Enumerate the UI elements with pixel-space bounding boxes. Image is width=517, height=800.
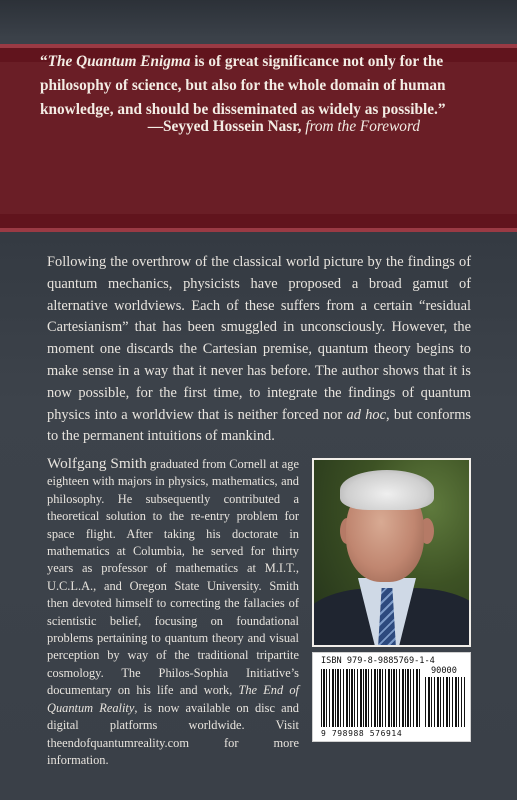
attribution-name: —Seyyed Hossein Nasr, [147, 118, 302, 135]
endorsement-quote [40, 50, 480, 122]
price-code: 90000 [431, 666, 457, 676]
quote-text: is of great significance not only for the philosophy of science, but also for the whole domain of human knowledge, and should be disseminated as widely as possible.” [40, 53, 446, 118]
bio-text: graduated from Cornell at age eighteen with majors in physics, mathematics, and philosophy. He subsequently contributed a theoretical solution to the re-entry problem for space flight. After taking his doctorate in mathematics at Columbia, he served for thirty years as professor of mathematics at M.I.T., U.C.L.A., and Oregon State University. Smith then devoted himself to correcting the fallacies of scientistic belief, focusing on foundational problems pertaining to quantum theory and visual perception by way of the traditional tripartite cosmology. The Philos-Sophia Initiative’s documentary on his life and work, [47, 457, 299, 698]
blurb-text: Following the overthrow of the classical world picture by the findings of quantum mechanics, physicists have proposed a broad gamut of alternative worldviews. Each of these suffers from a certain “residual Cartesianism” that has been smuggled in unconsciously. However, the moment one discards the Cartesian premise, quantum theory begins to make sense in a way that it never has before. The author shows that it is now possible, for the first time, to integrate the findings of quantum physics into a worldview that is neither forced nor [47, 254, 471, 423]
barcode-bars [321, 669, 421, 727]
book-description [47, 252, 471, 448]
ean-digits: 9 798988 576914 [321, 729, 403, 738]
quote-open-mark: “ [40, 53, 48, 70]
quote-book-title: The Quantum Enigma [47, 53, 191, 70]
price-barcode-bars [425, 677, 465, 727]
quote-attribution [148, 118, 420, 136]
blurb-italic: ad hoc [346, 406, 386, 423]
author-name: Wolfgang Smith [47, 455, 147, 472]
author-bio [47, 455, 299, 769]
isbn-label: ISBN 979-8-9885769-1-4 [321, 656, 435, 666]
isbn-barcode [312, 652, 471, 742]
top-band [0, 0, 517, 36]
attribution-source: from the Foreword [305, 118, 420, 135]
bio-text-end: , is now available on disc and digital platforms worldwide. Visit theendofquantumreality.com for more information. [47, 700, 299, 767]
blurb-end: , but conforms to the permanent intuitions of mankind. [47, 406, 471, 445]
photo-hair [340, 470, 434, 510]
film-title: The End of Quantum Reality [47, 683, 299, 715]
author-photo [312, 458, 471, 647]
